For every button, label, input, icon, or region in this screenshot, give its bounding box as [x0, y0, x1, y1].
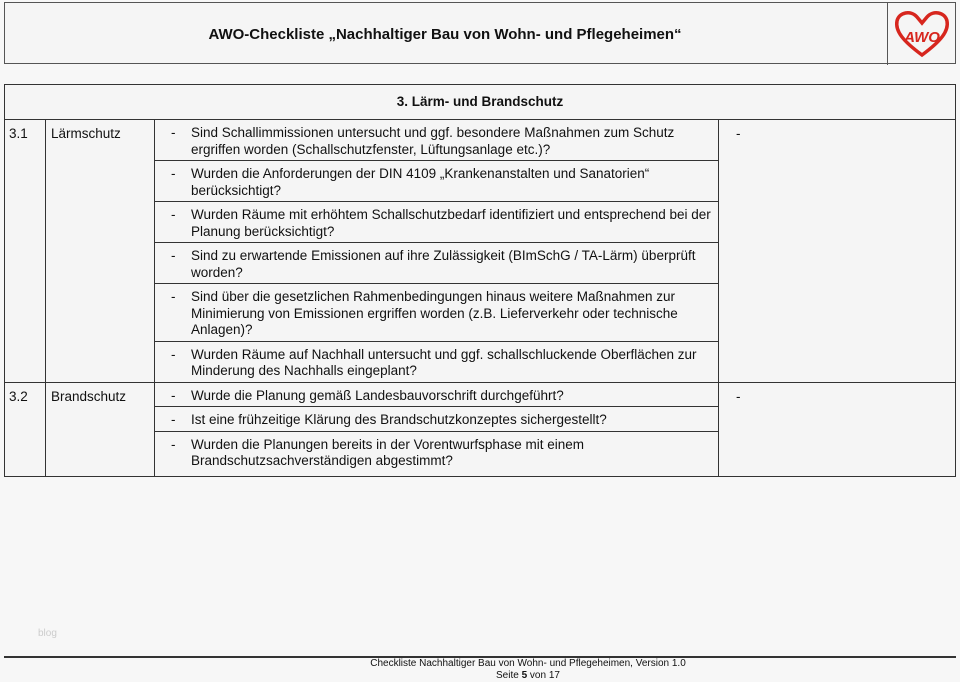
question-item: - Wurde die Planung gemäß Landesbauvorschrift durchgeführt? — [155, 383, 718, 408]
row-topic: Brandschutz — [46, 382, 155, 476]
awo-heart-logo-icon — [893, 9, 951, 59]
row-remark: - — [719, 382, 956, 476]
question-list — [155, 382, 719, 476]
question-item: - Wurden die Anforderungen der DIN 4109 „Krankenanstalten und Sanatorien“ berücksichtigt? — [155, 161, 718, 202]
question-list — [155, 120, 719, 383]
table-row — [5, 382, 956, 476]
awo-logo — [887, 3, 955, 65]
document-title: AWO-Checkliste „Nachhaltiger Bau von Wohn- und Pflegeheimen“ — [208, 26, 682, 43]
question-item: - Sind über die gesetzlichen Rahmenbedingungen hinaus weitere Maßnahmen zur Minimierung von Emissionen ergriffen worden (z.B. Lieferverkehr oder technische Anlagen)? — [155, 284, 718, 342]
page-header — [4, 2, 956, 64]
checklist-table — [4, 119, 956, 477]
row-remark: - — [719, 120, 956, 383]
row-number: 3.1 — [5, 120, 46, 383]
footer-document-info: Checkliste Nachhaltiger Bau von Wohn- und Pflegeheimen, Version 1.0 — [370, 658, 686, 669]
question-item: - Wurden Räume auf Nachhall untersucht und ggf. schallschluckende Oberflächen zur Minderung des Nachhalls eingeplant? — [171, 346, 697, 378]
watermark: blog — [38, 628, 57, 639]
question-item: - Wurden Räume mit erhöhtem Schallschutzbedarf identifiziert und entsprechend bei der Planung berücksichtigt? — [155, 202, 718, 243]
question-item: - Ist eine frühzeitige Klärung des Brandschutzkonzeptes sichergestellt? — [155, 407, 718, 432]
question-item: - Wurden die Planungen bereits in der Vorentwurfsphase mit einem Brandschutzsachverständigen abgestimmt? — [171, 436, 584, 468]
page-number: Seite 5 von 17 — [496, 670, 560, 681]
logo-text: AWO — [904, 29, 940, 46]
question-item: - Sind Schallimmissionen untersucht und ggf. besondere Maßnahmen zum Schutz ergriffen worden (Schallschutzfenster, Lüftungsanlage etc.)? — [155, 120, 718, 161]
page-footer — [0, 658, 960, 682]
question-item: - Sind zu erwartende Emissionen auf ihre Zulässigkeit (BImSchG / TA-Lärm) überprüft worden? — [155, 243, 718, 284]
row-topic: Lärmschutz — [46, 120, 155, 383]
table-row — [5, 120, 956, 383]
section-title: 3. Lärm- und Brandschutz — [4, 84, 956, 120]
row-number: 3.2 — [5, 382, 46, 476]
